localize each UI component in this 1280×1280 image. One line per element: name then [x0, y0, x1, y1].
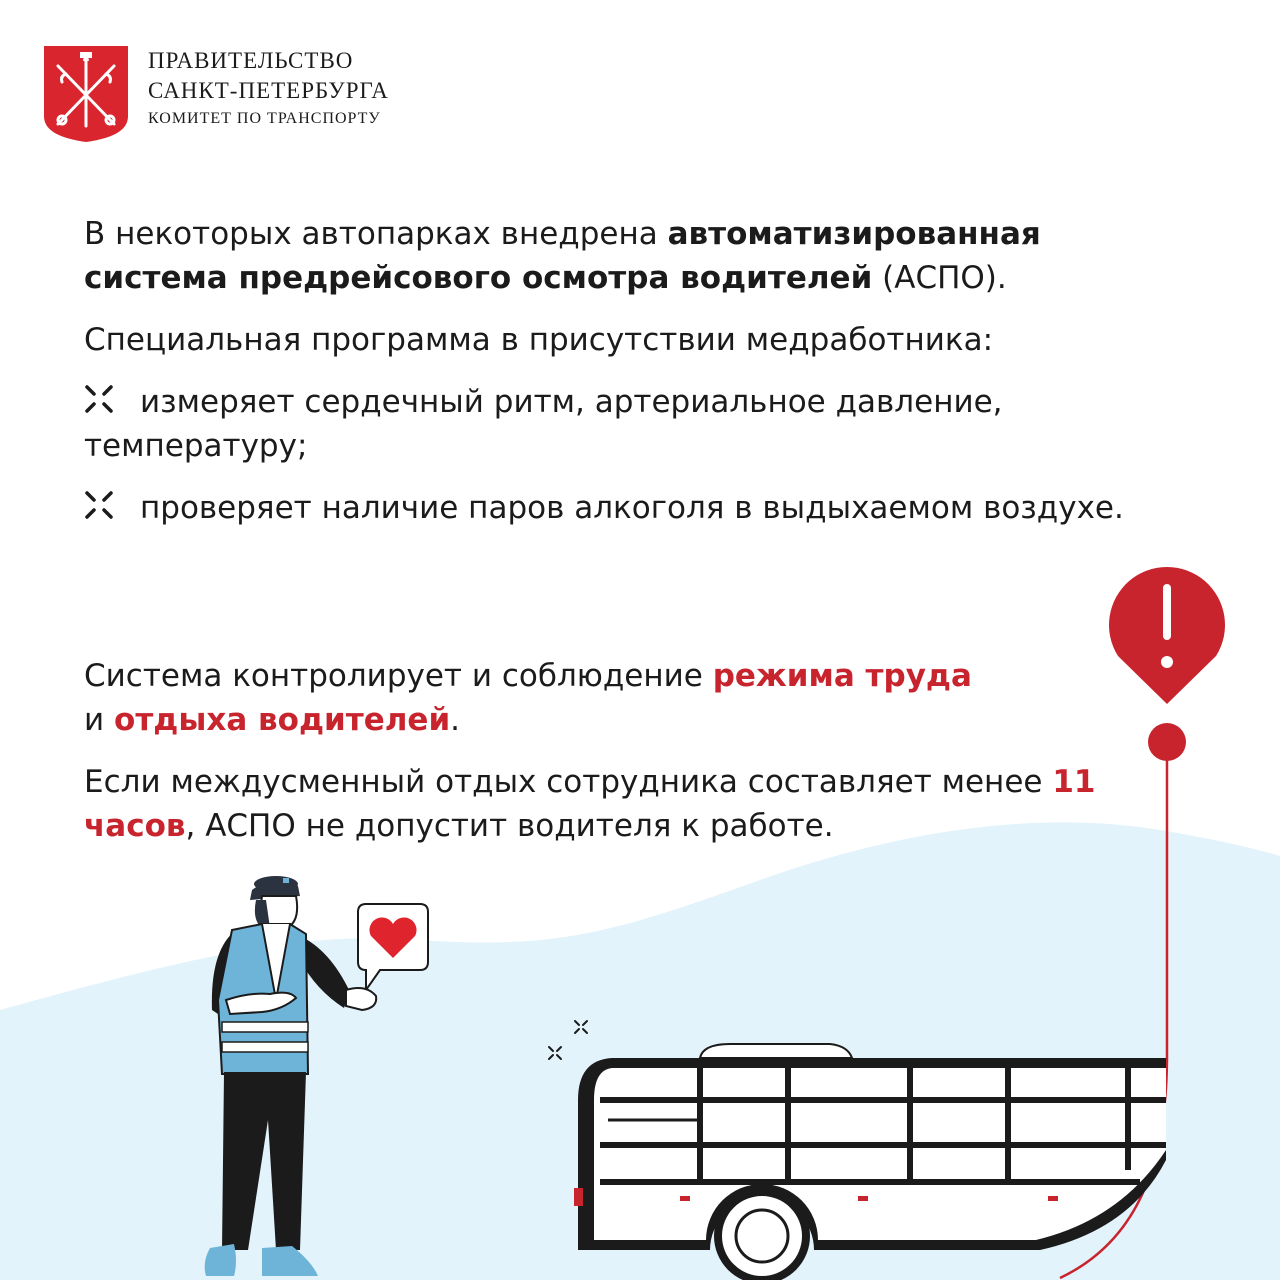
speech-bubble [358, 904, 428, 990]
org-line-2: САНКТ-ПЕТЕРБУРГА [148, 78, 389, 103]
p3-highlight-rest: отдыха водителей [114, 702, 451, 738]
p3-mid: и [84, 702, 115, 738]
p3-post: . [450, 702, 461, 738]
p4-highlight-hours: 11 часов [84, 764, 1096, 844]
p4-post: , АСПО не допустит водителя к работе. [185, 808, 834, 844]
bullet-text-1: измеряет сердечный ритм, артериальное давление, температуру; [84, 384, 1003, 464]
p1-bold: автоматизированная система предрейсового осмотра водителей [84, 216, 1041, 296]
p3-highlight-work: режима труда [712, 658, 972, 694]
bullet-text-2: проверяет наличие паров алкоголя в выдыхаемом воздухе. [140, 490, 1124, 526]
p1-pre: В некоторых автопарках внедрена [84, 216, 668, 252]
bus [574, 1044, 1166, 1280]
org-line-1: ПРАВИТЕЛЬСТВО [148, 48, 354, 73]
p1-post: (АСПО). [872, 260, 1007, 296]
sparkle-icon [549, 1021, 587, 1059]
org-line-3: КОМИТЕТ ПО ТРАНСПОРТУ [148, 110, 381, 127]
paragraph-program: Специальная программа в присутствии медработника: [84, 322, 994, 358]
p4-pre: Если междусменный отдых сотрудника составляет менее [84, 764, 1053, 800]
p3-pre: Система контролирует и соблюдение [84, 658, 713, 694]
driver-figure [205, 876, 377, 1276]
